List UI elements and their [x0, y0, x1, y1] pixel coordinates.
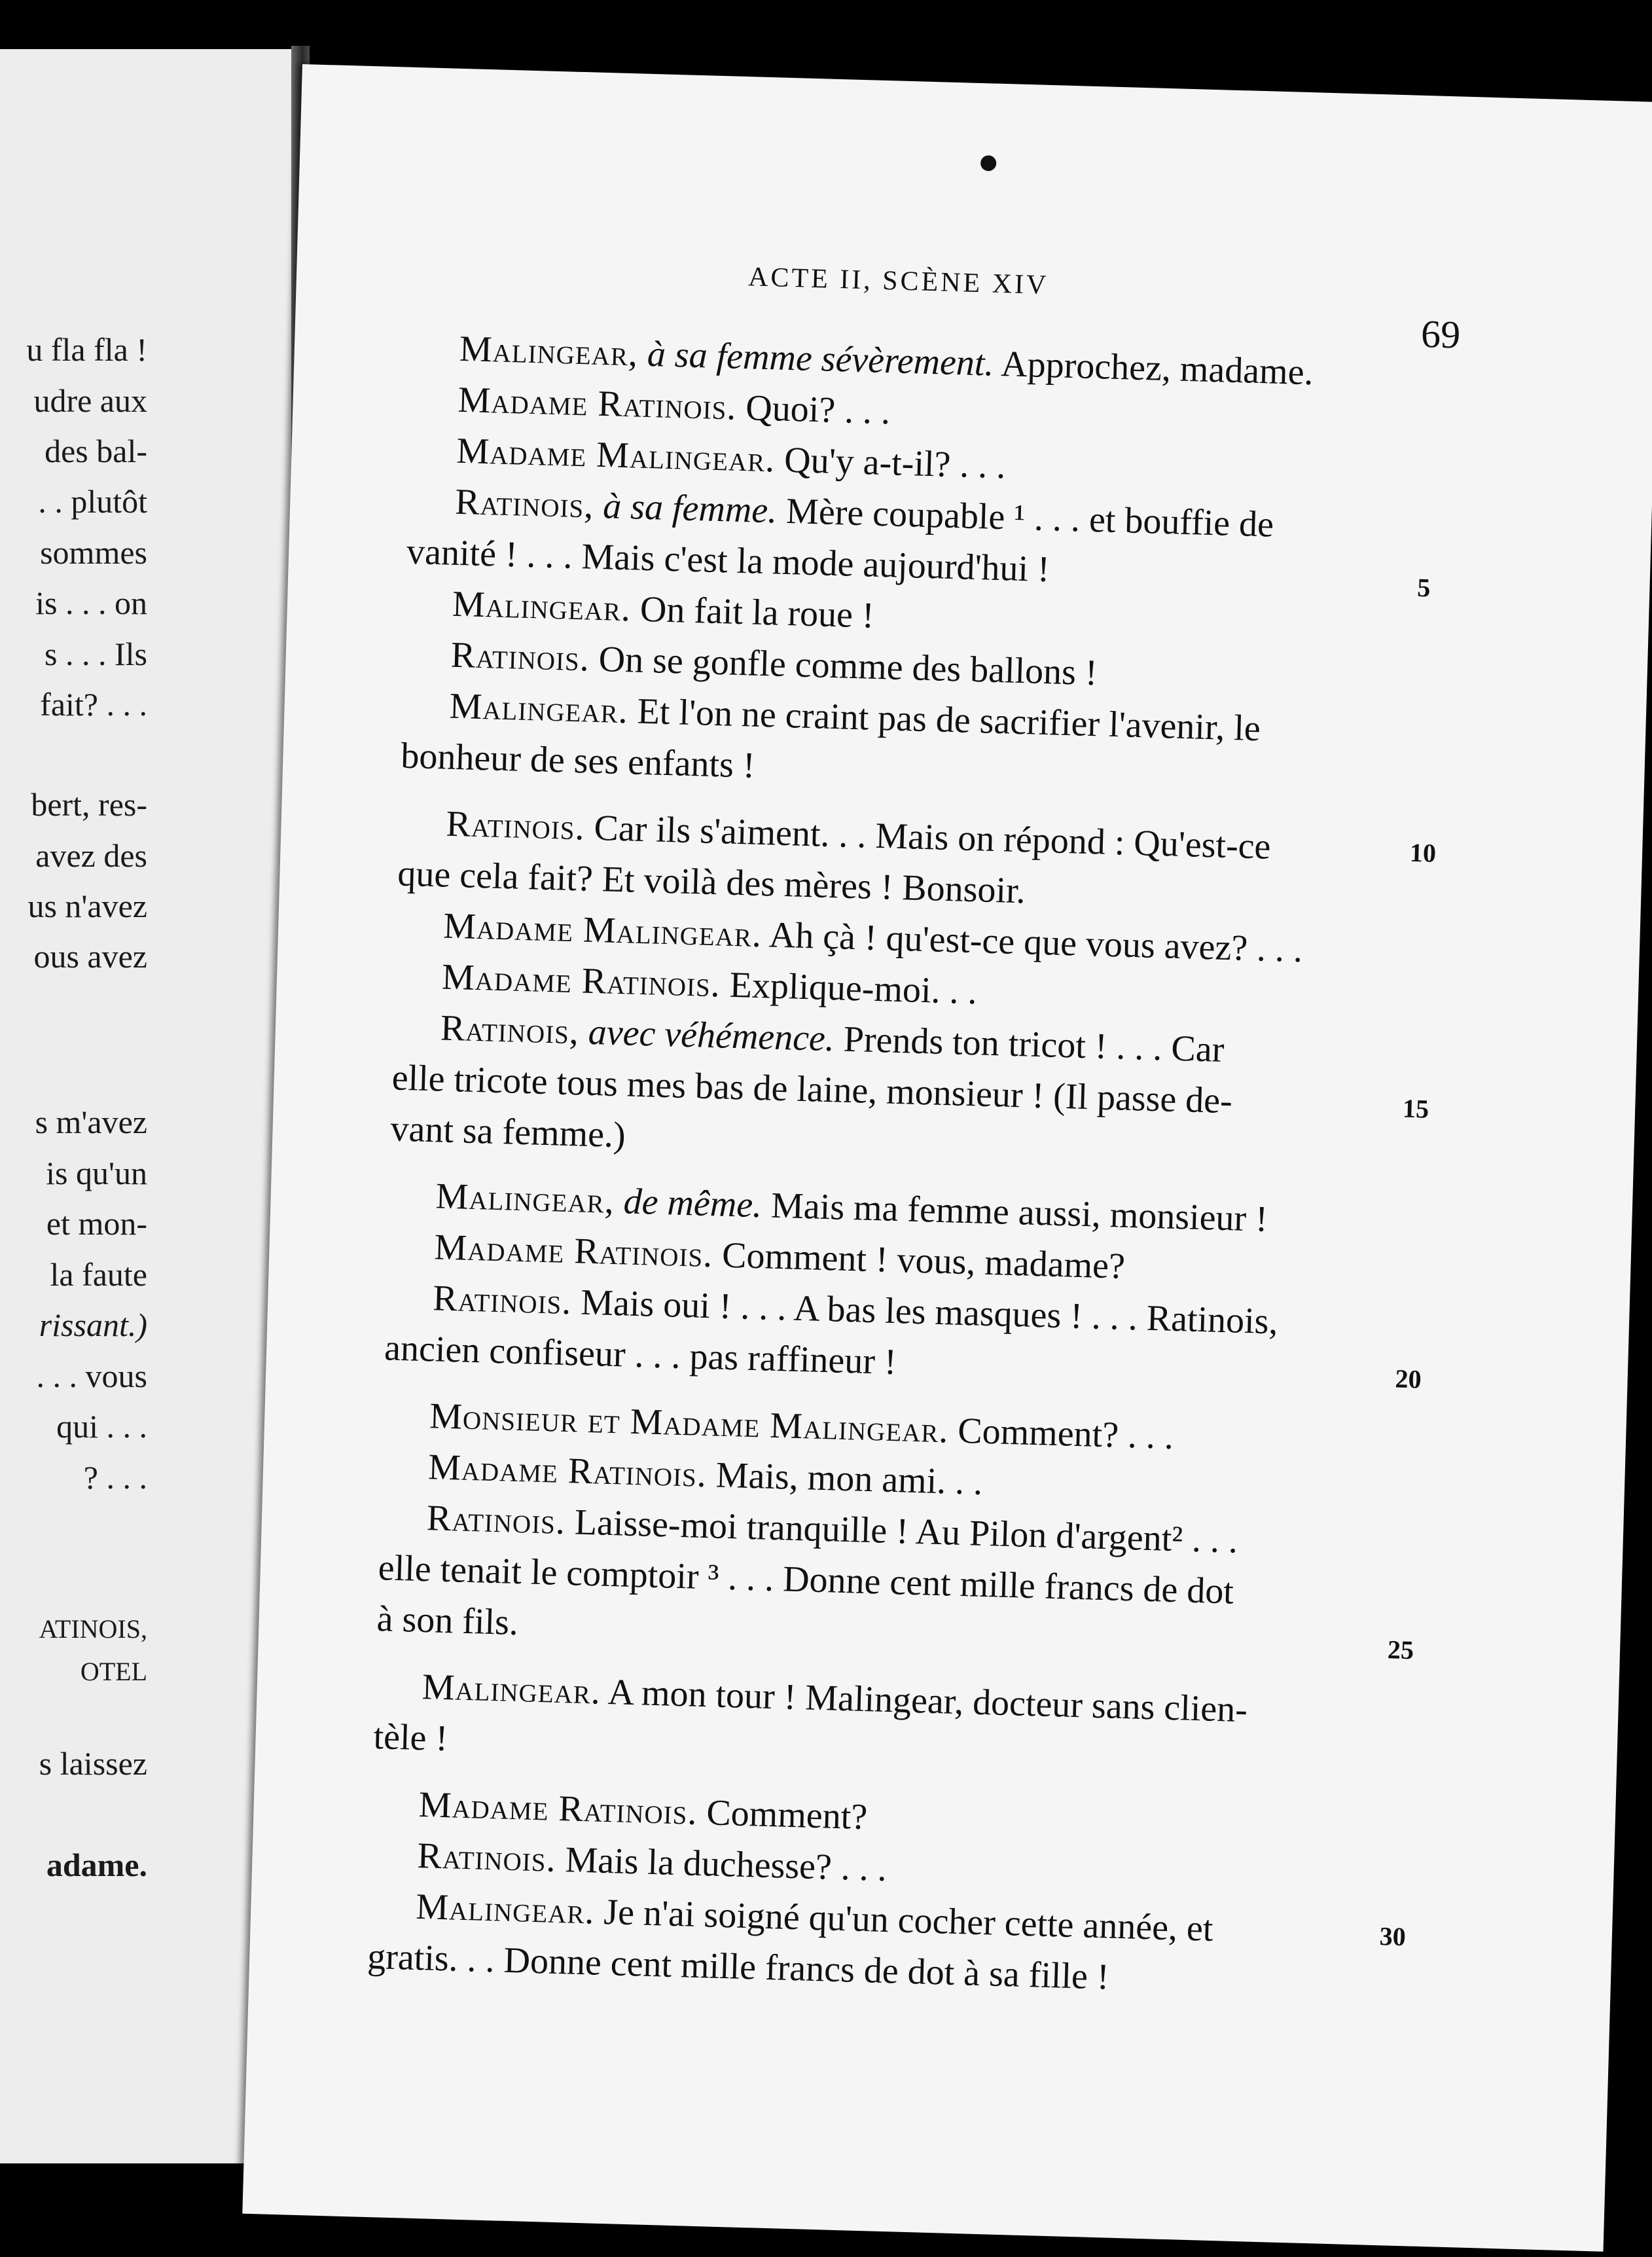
left-fragment: ATINOIS, [39, 1614, 147, 1644]
left-fragment: . . . vous [36, 1358, 147, 1394]
dialogue-text-span: Ah çà ! qu'est-ce que vous avez? . . . [761, 914, 1304, 971]
dialogue-text-span: A mon tour ! Malingear, docteur sans clien- [600, 1671, 1248, 1731]
left-fragment: ous avez [33, 938, 147, 975]
dialogue-line [367, 1938, 1110, 1996]
left-fragment: rissant.) [39, 1307, 147, 1343]
dialogue-text-span: Laisse-moi tranquille ! Au Pilon d'argent² . . . [565, 1502, 1238, 1561]
line-number: 5 [1416, 572, 1431, 603]
speaker-name: Madame Ratinois. [441, 956, 721, 1005]
dialogue-text-span: Mais oui ! . . . A bas les masques ! . . . Ratinois, [571, 1282, 1279, 1343]
dialogue-text-span: tèle ! [372, 1716, 449, 1760]
speaker-name: Ratinois. [416, 1835, 557, 1880]
dialogue-text-span: gratis. . . Donne cent mille francs de dot à sa fille ! [367, 1936, 1110, 1998]
speaker-name: Ratinois, [440, 1007, 580, 1053]
speaker-name: Ratinois. [450, 634, 590, 679]
left-fragment: us n'avez [27, 888, 147, 924]
dialogue-line [378, 1549, 1234, 1610]
dot-mark [980, 155, 997, 172]
dialogue-line [429, 1398, 1174, 1455]
dialogue-line [456, 430, 1007, 487]
dialogue-text-span: ancien confiseur . . . pas raffineur ! [384, 1327, 897, 1383]
dialogue-line [440, 1009, 1225, 1068]
dialogue-line [433, 1227, 1126, 1287]
stage-direction: avec véhémence. [588, 1011, 835, 1060]
stage-direction: de même. [622, 1181, 763, 1226]
speaker-name: Madame Ratinois. [457, 379, 738, 428]
dialogue-text-span: elle tricote tous mes bas de laine, monsieur ! (Il passe de- [391, 1057, 1233, 1122]
speaker-name: Malingear. [452, 583, 632, 630]
dialogue-text-span: que cela fait? Et voilà des mères ! Bonsoir. [397, 853, 1026, 912]
dialogue-line [454, 481, 1274, 545]
dialogue-line [426, 1500, 1238, 1559]
page-number: 69 [1420, 312, 1462, 357]
dialogue-line [441, 956, 978, 1013]
dialogue-line [452, 583, 875, 636]
dialogue-line [448, 685, 1261, 749]
line-number: 30 [1379, 1921, 1407, 1952]
dialogue-line [450, 634, 1098, 694]
dialogue-line [391, 1057, 1233, 1122]
speaker-name: Ratinois, [454, 481, 595, 526]
speaker-name: Monsieur et Madame Malingear. [429, 1396, 950, 1451]
left-fragment: s m'avez [35, 1104, 147, 1140]
stage-direction: à sa femme sévèrement. [647, 333, 995, 384]
left-fragment: des bal- [45, 433, 147, 469]
dialogue-text-span: bonheur de ses enfants ! [400, 735, 756, 786]
dialogue-text-span: Mais la duchesse? . . . [555, 1839, 888, 1889]
dialogue-line [376, 1598, 519, 1644]
left-fragment: s laissez [39, 1745, 147, 1782]
speaker-name: Malingear. [421, 1667, 602, 1712]
dialogue-line [417, 1837, 888, 1887]
dialogue-text-span: Qu'y a-t-il? . . . [774, 439, 1007, 487]
left-fragment: OTEL [80, 1657, 147, 1686]
dialogue-line [435, 1176, 1268, 1240]
speaker-name: Malingear. [448, 685, 629, 732]
dialogue-line [384, 1329, 897, 1381]
dialogue-line [389, 1108, 626, 1156]
dialogue-line [397, 853, 1026, 912]
dialogue-line [459, 328, 1314, 393]
line-number: 15 [1402, 1093, 1429, 1124]
left-fragment: fait? . . . [40, 686, 147, 723]
running-header: ACTE II, SCÈNE XIV [747, 262, 1049, 300]
dialogue-text-span: Comment? . . . [948, 1410, 1174, 1457]
left-fragment: ? . . . [83, 1459, 147, 1496]
dialogue-line [400, 735, 756, 786]
dialogue-text-span: Et l'on ne craint pas de sacrifier l'avenir, le [627, 691, 1261, 749]
left-fragment: is . . . on [35, 585, 147, 621]
left-fragment: adame. [46, 1847, 147, 1883]
dialogue-line [432, 1278, 1279, 1343]
dialogue-line [457, 379, 891, 433]
dialogue-text-span: Mais, mon ami. . . [706, 1454, 984, 1503]
speaker-name: Madame Malingear. [442, 905, 763, 956]
dialogue-text-span: elle tenait le comptoir ³ . . . Donne cent mille francs de dot [378, 1547, 1234, 1612]
left-page [0, 49, 291, 2163]
left-fragment: avez des [35, 837, 147, 874]
left-fragment: qui . . . [56, 1408, 147, 1445]
line-number: 20 [1394, 1363, 1422, 1394]
left-fragment: la faute [50, 1256, 147, 1293]
left-fragment: udre aux [33, 382, 147, 419]
dialogue-line [421, 1667, 1248, 1731]
speaker-name: Ratinois. [432, 1278, 573, 1323]
speaker-name: Malingear. [415, 1886, 596, 1932]
dialogue-text-span: Mais ma femme aussi, monsieur ! [761, 1185, 1268, 1240]
left-fragment: bert, res- [31, 786, 147, 823]
dialogue-text-span: Car ils s'aiment. . . Mais on répond : Qu'est-ce [584, 807, 1272, 867]
speaker-name: Madame Ratinois. [433, 1227, 714, 1276]
stage-direction: à sa femme. [602, 486, 778, 532]
left-fragment: is qu'un [46, 1155, 147, 1191]
line-number: 25 [1387, 1634, 1414, 1665]
dialogue-line [406, 533, 1050, 588]
dialogue-text-span: vanité ! . . . Mais c'est la mode aujourd'hui ! [406, 531, 1050, 590]
speaker-name: Madame Ratinois. [418, 1784, 698, 1833]
dialogue-text-span: On se gonfle comme des ballons ! [588, 638, 1098, 694]
speaker-name: Ratinois. [426, 1498, 566, 1543]
left-fragment: et mon- [46, 1205, 147, 1242]
left-fragment: u fla fla ! [26, 331, 147, 368]
dialogue-text-span: On fait la roue ! [630, 588, 875, 636]
dialogue-text-span: Comment ! vous, madame? [712, 1235, 1126, 1287]
dialogue-line [416, 1888, 1214, 1947]
dialogue-line [418, 1784, 868, 1838]
speaker-name: Malingear, [459, 328, 639, 374]
dialogue-text-span: à son fils. [376, 1598, 519, 1644]
dialogue-text-span: Approchez, madame. [993, 343, 1314, 393]
right-page [242, 64, 1652, 2252]
speaker-name: Madame Malingear. [456, 430, 776, 480]
dialogue-line [445, 803, 1272, 867]
left-fragment: sommes [40, 534, 147, 571]
dialogue-text-span: vant sa femme.) [389, 1108, 626, 1156]
dialogue-text-span: Je n'ai soigné qu'un cocher cette année, et [594, 1891, 1214, 1949]
line-number: 10 [1409, 837, 1437, 868]
dialogue-line [372, 1716, 449, 1760]
left-fragment: s . . . Ils [45, 636, 147, 672]
left-fragment: . . plutôt [38, 483, 147, 520]
dialogue-text-span: Explique-moi. . . [719, 964, 978, 1013]
speaker-name: Ratinois. [445, 803, 586, 848]
dialogue-line [427, 1449, 983, 1501]
speaker-name: Malingear, [435, 1176, 615, 1221]
dialogue-text-span: Quoi? . . . [736, 387, 891, 433]
speaker-name: Madame Ratinois. [427, 1447, 708, 1496]
dialogue-line [442, 905, 1304, 971]
dialogue-text-span: Prends ton tricot ! . . . Car [834, 1019, 1225, 1070]
dialogue-text-span: Mère coupable ¹ . . . et bouffie de [776, 490, 1274, 545]
dialogue-text-span: Comment? [696, 1792, 868, 1838]
